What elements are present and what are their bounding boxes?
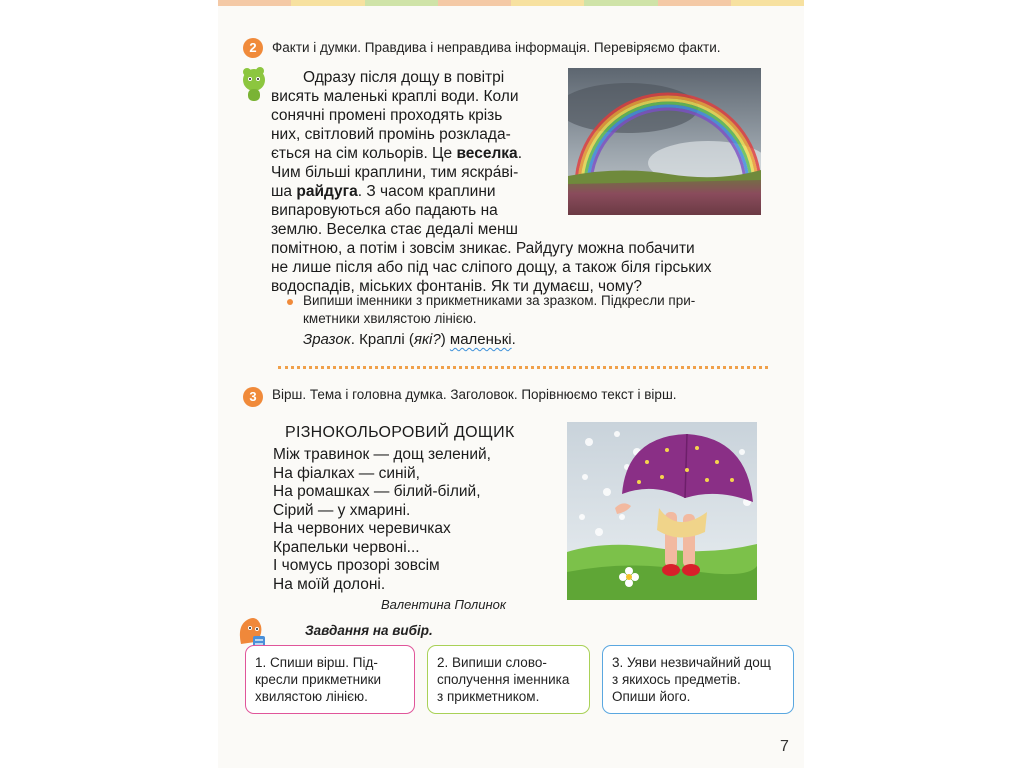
- choice-task-title: Завдання на вибір.: [305, 623, 433, 638]
- term-veselka: веселка: [456, 145, 518, 162]
- poem-line: Сірий — у хмарині.: [273, 501, 411, 519]
- paragraph-line: висять маленькі краплі води. Коли: [271, 88, 519, 105]
- sample-adjective: маленькі: [449, 331, 512, 348]
- paragraph-line: ється на сім кольорів. Це веселка.: [271, 145, 522, 162]
- task-bullet: [287, 299, 293, 305]
- task-instruction: Випиши іменники з прикметниками за зразком. Підкресли при- кметники хвилястою лінією.: [303, 293, 696, 326]
- section-2-number: 2: [243, 38, 263, 58]
- poem-text: [273, 446, 491, 594]
- section-2-heading: Факти і думки. Правдива і неправдива інформація. Перевіряємо факти.: [272, 40, 721, 55]
- poem-line: Між травинок — дощ зелений,: [273, 446, 491, 463]
- paragraph-line: Чим більші краплини, тим яскра́ві-: [271, 164, 519, 181]
- paragraph-line: водоспадів, міських фонтанів. Як ти думаєш, чому?: [271, 278, 642, 295]
- choice-box-1: 1. Спиши вірш. Під- кресли прикметники хвилястою лінією.: [245, 645, 415, 714]
- paragraph-line: Одразу після дощу в повітрі: [303, 69, 505, 86]
- umbrella-rain-illustration: [567, 422, 757, 600]
- page-number: 7: [780, 738, 789, 755]
- term-raiduha: райдуга: [296, 183, 358, 200]
- paragraph-line: ша райдуга. З часом краплини: [271, 183, 496, 200]
- textbook-page: [218, 0, 804, 768]
- rainbow-photo: [568, 68, 761, 215]
- section-3-number: 3: [243, 387, 263, 407]
- poem-line: На моїй долоні.: [273, 575, 386, 593]
- poem-author: Валентина Полинок: [381, 597, 506, 612]
- paragraph-line: землю. Веселка стає дедалі менш: [271, 221, 518, 238]
- paragraph-line: сонячні промені проходять крізь: [271, 107, 503, 124]
- paragraph-line: помітною, а потім і зовсім зникає. Райдугу можна побачити: [271, 240, 695, 257]
- poem-line: На ромашках — білий-білий,: [273, 483, 481, 500]
- poem-line: На фіалках — синій,: [273, 464, 420, 482]
- poem-title: РІЗНОКОЛЬОРОВИЙ ДОЩИК: [285, 424, 515, 441]
- rainbow-paragraph: [271, 68, 563, 239]
- poem-line: На червоних черевичках: [273, 520, 451, 537]
- paragraph-line: них, світловий промінь розклада-: [271, 126, 511, 143]
- sample-label: Зразок: [303, 331, 351, 348]
- rainbow-paragraph-continued: [271, 239, 771, 296]
- section-3-heading: Вірш. Тема і головна думка. Заголовок. Порівнюємо текст і вірш.: [272, 387, 677, 402]
- green-mascot-icon: [238, 66, 268, 106]
- top-color-strip: [218, 0, 804, 6]
- paragraph-line: не лише після або під час сліпого дощу, а також біля гірських: [271, 259, 712, 276]
- poem-line: Крапельки червоні...: [273, 538, 420, 556]
- paragraph-line: випаровуються або падають на: [271, 202, 498, 219]
- poem-line: І чомусь прозорі зовсім: [273, 557, 440, 574]
- sample-question: які?: [413, 331, 441, 348]
- sample-example: Зразок. Краплі (які?) маленькі.: [303, 331, 516, 348]
- choice-box-3: 3. Уяви незвичайний дощ з якихось предметів. Опиши його.: [602, 645, 794, 714]
- section-divider: [278, 366, 768, 369]
- choice-box-2: 2. Випиши слово- сполучення іменника з прикметником.: [427, 645, 590, 714]
